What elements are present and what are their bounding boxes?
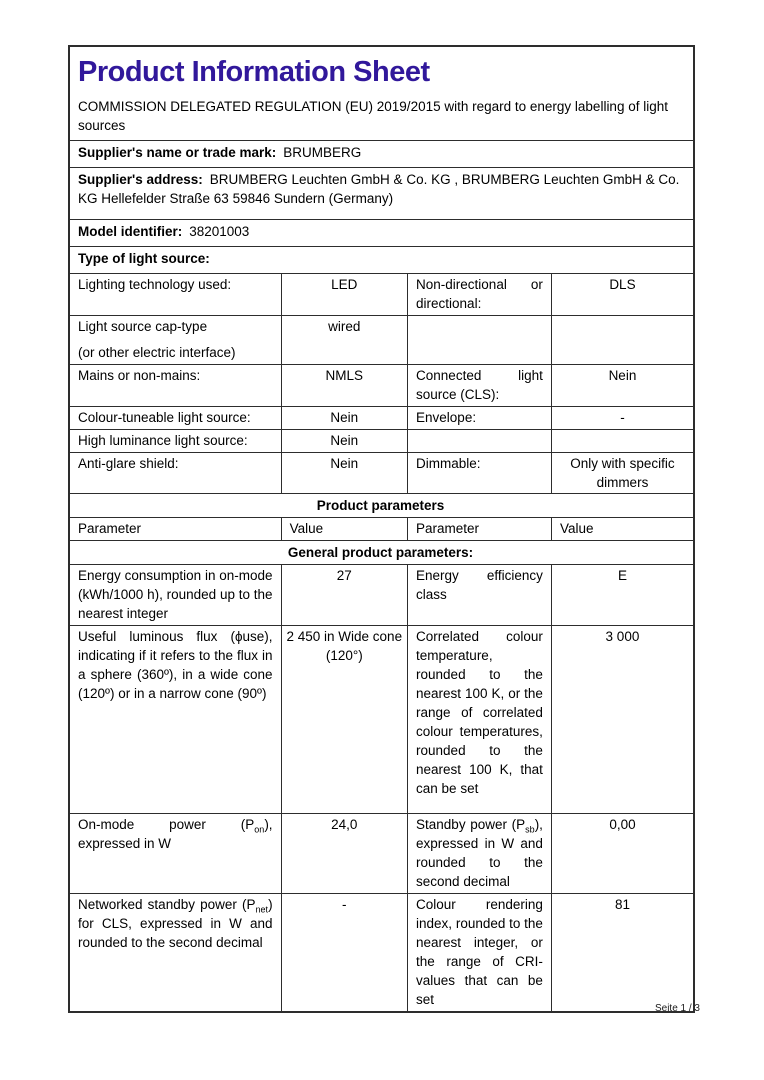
param-label-cell: Colour rendering index, rounded to the nearest integer, or the range of CRI-values that can be set xyxy=(407,894,551,1011)
table-row xyxy=(70,315,693,364)
param-label-cell: Connected light source (CLS): xyxy=(407,365,551,406)
param-value-cell: 2 450 in Wide cone (120°) xyxy=(281,626,407,813)
param-label-cell xyxy=(407,316,551,364)
supplier-address-row xyxy=(70,167,693,219)
column-header: Parameter xyxy=(407,518,551,540)
column-header: Parameter xyxy=(78,521,142,536)
param-value-cell: Nein xyxy=(281,453,407,493)
param-label-cell: Energy consumption in on-mode (kWh/1000 h), rounded up to the nearest integer xyxy=(78,568,273,621)
section-heading: General product parameters: xyxy=(287,545,474,560)
param-value-cell: wired xyxy=(281,316,407,364)
param-label-cell: High luminance light source: xyxy=(78,433,248,448)
param-value-cell: - xyxy=(281,894,407,1011)
param-value-cell xyxy=(551,430,693,452)
model-identifier-label: Model identifier: xyxy=(78,224,183,239)
table-row xyxy=(70,273,693,315)
param-label-cell xyxy=(70,814,281,893)
param-label-cell: Correlated colour temperature, rounded to the nearest 100 K, or the range of correlated colour temperatures, rounded to the nearest 100 K, that can be set xyxy=(407,626,551,813)
param-label-cell: Colour-tuneable light source: xyxy=(78,410,251,425)
param-label-cell: Non-directional or directional: xyxy=(407,274,551,315)
label-subscript: sb xyxy=(525,824,535,835)
param-value-cell xyxy=(551,316,693,364)
table-row xyxy=(70,564,693,625)
header-block xyxy=(70,47,693,140)
label-text: ), expressed in W and rounded to the second decimal xyxy=(416,817,543,889)
section-heading: Product parameters xyxy=(316,498,445,513)
label-subscript: on xyxy=(254,824,265,835)
param-value-cell: Only with specific dimmers xyxy=(551,453,693,493)
column-header: Value xyxy=(551,518,693,540)
param-label-cell: Dimmable: xyxy=(407,453,551,493)
label-text: On-mode power (P xyxy=(78,817,255,832)
label-text: Standby power (P xyxy=(416,817,526,832)
general-parameters-heading xyxy=(70,540,693,564)
param-value-cell: LED xyxy=(281,274,407,315)
table-row xyxy=(70,893,693,1011)
product-information-sheet xyxy=(68,45,695,1013)
table-row xyxy=(70,406,693,429)
label-text: ) for CLS, expressed in W and rounded to the second decimal xyxy=(78,897,273,950)
param-label-cell: Anti-glare shield: xyxy=(78,456,179,471)
table-row xyxy=(70,452,693,493)
supplier-name-row xyxy=(70,140,693,167)
model-identifier-value: 38201003 xyxy=(189,224,250,239)
param-label-cell xyxy=(70,894,281,1011)
label-text: ), expressed in W xyxy=(78,817,273,851)
supplier-address-value: BRUMBERG Leuchten GmbH & Co. KG , BRUMBERG Leuchten GmbH & Co. KG Hellefelder Straße 63 59846 Sundern (Germany) xyxy=(78,172,680,206)
supplier-name-label: Supplier's name or trade mark: xyxy=(78,145,277,160)
column-header: Value xyxy=(281,518,407,540)
table-row xyxy=(70,625,693,813)
type-of-light-source-heading xyxy=(70,246,693,273)
param-value-cell: NMLS xyxy=(281,365,407,406)
param-label-cell xyxy=(407,814,551,893)
param-value-cell: Nein xyxy=(281,430,407,452)
table-row xyxy=(70,429,693,452)
param-label-cell: Useful luminous flux (ϕuse), indicating if it refers to the flux in a sphere (360º), in a wide cone (120º) or in a narrow cone (90º) xyxy=(78,629,273,701)
param-label-cell: Envelope: xyxy=(407,407,551,429)
regulation-subtitle: COMMISSION DELEGATED REGULATION (EU) 2019/2015 with regard to energy labelling of light sources xyxy=(78,99,668,133)
page-title: Product Information Sheet xyxy=(78,56,430,88)
section-heading: Type of light source: xyxy=(78,251,210,266)
param-label-cell xyxy=(70,316,281,364)
cap-type-line1: Light source cap-type xyxy=(78,319,208,334)
param-value-cell: 0,00 xyxy=(551,814,693,893)
table-row xyxy=(70,364,693,406)
table-row xyxy=(70,813,693,893)
cap-type-line2: (or other electric interface) xyxy=(78,345,236,360)
param-value-cell: Nein xyxy=(281,407,407,429)
param-value-cell: Nein xyxy=(551,365,693,406)
product-parameters-heading xyxy=(70,493,693,517)
param-value-cell: 81 xyxy=(551,894,693,1011)
page-number: Seite 1 / 3 xyxy=(654,1003,700,1014)
param-label-cell: Mains or non-mains: xyxy=(78,368,201,383)
label-text: Networked standby power (P xyxy=(78,897,256,912)
column-header-row xyxy=(70,517,693,540)
param-value-cell: 3 000 xyxy=(551,626,693,813)
param-value-cell: 24,0 xyxy=(281,814,407,893)
label-subscript: net xyxy=(255,904,269,915)
param-value-cell: - xyxy=(551,407,693,429)
model-identifier-row xyxy=(70,219,693,246)
param-value-cell: 27 xyxy=(281,565,407,625)
supplier-name-value: BRUMBERG xyxy=(283,145,362,160)
param-value-cell: E xyxy=(551,565,693,625)
supplier-address-label: Supplier's address: xyxy=(78,172,203,187)
param-label-cell: Energy efficiency class xyxy=(407,565,551,625)
param-value-cell: DLS xyxy=(551,274,693,315)
param-label-cell: Lighting technology used: xyxy=(78,277,232,292)
param-label-cell xyxy=(407,430,551,452)
